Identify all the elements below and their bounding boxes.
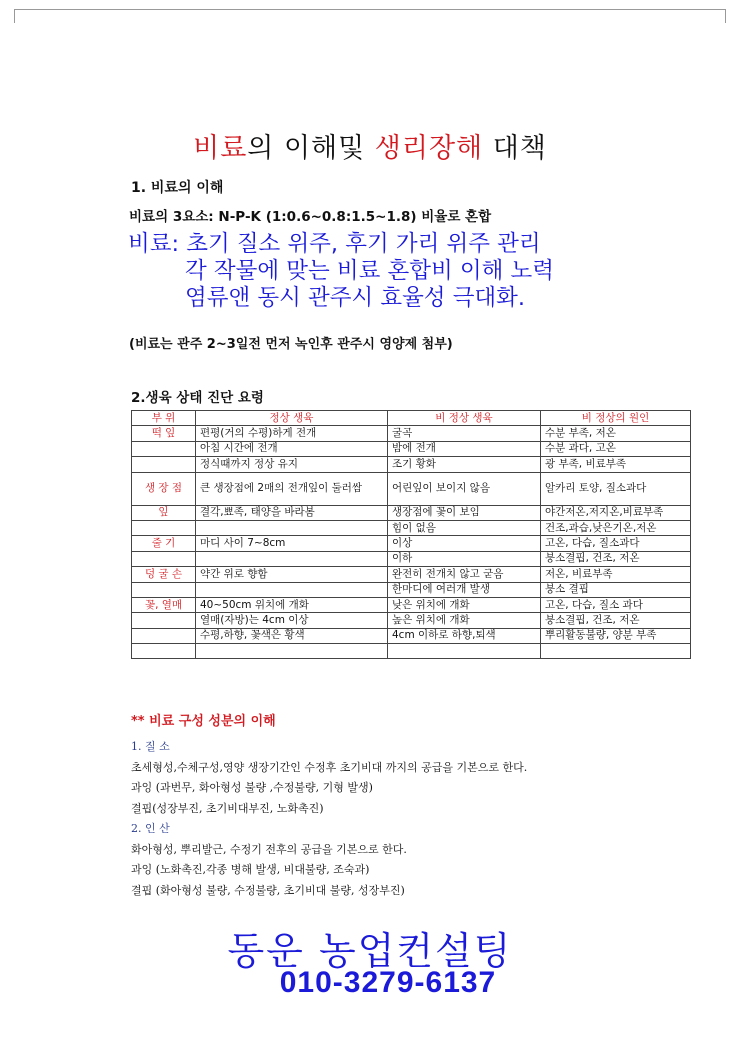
table-cell: 수분 과다, 고온 (541, 441, 691, 456)
table-cell (132, 582, 196, 597)
section1-heading: 1. 비료의 이해 (131, 180, 224, 196)
nutrient-description (131, 737, 721, 901)
table-cell: 붕소결핍, 건조, 저온 (541, 551, 691, 566)
table-cell: 어린잎이 보이지 않음 (388, 472, 541, 505)
subsection-heading-nitrogen: 1. 질 소 (131, 740, 170, 753)
table-header-row (132, 411, 691, 426)
title-part-fertilizer: 비료 (193, 133, 248, 164)
growth-diagnosis-table (131, 410, 691, 659)
table-cell (132, 628, 196, 643)
table-cell: 편평(거의 수평)하게 전개 (196, 426, 388, 441)
body-line: 초세형성,수체구성,영양 생장기간인 수정후 초기비대 까지의 공급을 기본으로 한다. (131, 760, 528, 774)
page-border-right (725, 9, 726, 23)
table-row (132, 520, 691, 535)
table-cell (388, 644, 541, 659)
table-cell: 아침 시간에 전개 (196, 441, 388, 456)
table-cell: 붕소 결핍 (541, 582, 691, 597)
table-row (132, 628, 691, 643)
column-header: 부 위 (132, 411, 196, 426)
guidance-line: 비료: 초기 질소 위주, 후기 가리 위주 관리 (128, 231, 541, 257)
table-cell: 고온, 다습, 질소과다 (541, 536, 691, 551)
table-cell: 결각,뾰족, 태양을 바라봄 (196, 505, 388, 520)
guidance-line: 각 작물에 맞는 비료 혼합비 이해 노력 (185, 258, 554, 284)
company-name: 동운 농업컨설팅 (227, 929, 513, 973)
table-row (132, 567, 691, 582)
table-cell: 꽃, 열매 (132, 597, 196, 612)
table-row (132, 426, 691, 441)
guidance-line: 염류앤 동시 관주시 효율성 극대화. (185, 285, 526, 311)
fertilizer-note: (비료는 관주 2~3일전 먼저 녹인후 관주시 영양제 첨부) (129, 337, 453, 352)
table-row (132, 441, 691, 456)
title-part-understanding: 의 이해및 (247, 133, 375, 164)
table-cell: 완전히 전개치 않고 굳음 (388, 567, 541, 582)
table-cell: 약간 위로 향함 (196, 567, 388, 582)
table-cell: 정식때까지 정상 유지 (196, 457, 388, 472)
table-cell: 수평,하향, 꽃색은 황색 (196, 628, 388, 643)
table-cell: 고온, 다습, 질소 과다 (541, 597, 691, 612)
table-cell (132, 441, 196, 456)
table-row (132, 536, 691, 551)
table-cell (196, 520, 388, 535)
page-title (0, 126, 740, 165)
table-row (132, 613, 691, 628)
body-line: 과잉 (과번무, 화아형성 불량 ,수정불량, 기형 발생) (131, 781, 373, 794)
table-cell (196, 644, 388, 659)
table-cell (132, 457, 196, 472)
table-cell: 붕소결핍, 건조, 저온 (541, 613, 691, 628)
table-cell: 이상 (388, 536, 541, 551)
body-line: 결핍(성장부진, 초기비대부진, 노화촉진) (131, 801, 324, 815)
table-cell: 떡 잎 (132, 426, 196, 441)
body-line: 과잉 (노화촉진,각종 병해 발생, 비대불량, 조숙과) (131, 863, 370, 876)
phone-number: 010-3279-6137 (279, 966, 497, 999)
table-row (132, 551, 691, 566)
column-header: 비 정상 생육 (388, 411, 541, 426)
table-cell: 건조,과습,낮은기온,저온 (541, 520, 691, 535)
table-cell (541, 644, 691, 659)
section3-heading: ** 비료 구성 성분의 이해 (131, 714, 276, 729)
column-header: 비 정상의 원인 (541, 411, 691, 426)
page-border-left (14, 9, 15, 23)
table-cell: 굴곡 (388, 426, 541, 441)
table-cell: 생장점에 꽃이 보임 (388, 505, 541, 520)
table-cell: 뿌리활동불량, 양분 부족 (541, 628, 691, 643)
table-cell: 40~50cm 위치에 개화 (196, 597, 388, 612)
table-row (132, 472, 691, 505)
table-cell (132, 551, 196, 566)
body-line: 결핍 (화아형성 불량, 수정불량, 초기비대 불량, 성장부진) (131, 883, 405, 897)
table-cell: 덩 굴 손 (132, 567, 196, 582)
table-cell: 알카리 토양, 질소과다 (541, 472, 691, 505)
column-header: 정상 생육 (196, 411, 388, 426)
table-cell (132, 520, 196, 535)
page-border-top (14, 9, 726, 10)
table-row (132, 582, 691, 597)
table-cell: 이하 (388, 551, 541, 566)
table-cell: 조기 황화 (388, 457, 541, 472)
section2-heading: 2.생육 상태 진단 요령 (131, 390, 264, 406)
table-cell: 밤에 전개 (388, 441, 541, 456)
table-row (132, 644, 691, 659)
body-line: 화아형성, 뿌리발근, 수정기 전후의 공급을 기본으로 한다. (131, 842, 407, 856)
table-cell: 줄 기 (132, 536, 196, 551)
table-cell: 높은 위치에 개화 (388, 613, 541, 628)
table-cell (132, 644, 196, 659)
table-cell: 한마디에 여러개 발생 (388, 582, 541, 597)
table-cell: 생 장 점 (132, 472, 196, 505)
npk-ratio-line: 비료의 3요소: N-P-K (1:0.6~0.8:1.5~1.8) 비율로 혼합 (129, 209, 492, 225)
table-cell: 저온, 비료부족 (541, 567, 691, 582)
subsection-heading-phosphate: 2. 인 산 (131, 822, 170, 835)
title-part-countermeasure: 대책 (483, 133, 547, 164)
table-cell (196, 551, 388, 566)
table-cell (196, 582, 388, 597)
table-cell: 4cm 이하로 하향,퇴색 (388, 628, 541, 643)
table-cell: 야간저온,저지온,비료부족 (541, 505, 691, 520)
table-cell: 낮은 위치에 개화 (388, 597, 541, 612)
table-row (132, 457, 691, 472)
title-part-physiological-disorder: 생리장해 (374, 133, 484, 164)
table-cell: 잎 (132, 505, 196, 520)
table-cell: 수분 부족, 저온 (541, 426, 691, 441)
table-cell: 큰 생장점에 2매의 전개잎이 둘러쌈 (196, 472, 388, 505)
table-cell (132, 613, 196, 628)
table-row (132, 597, 691, 612)
table-cell: 마디 사이 7~8cm (196, 536, 388, 551)
table-cell: 힘이 없음 (388, 520, 541, 535)
table-row (132, 505, 691, 520)
table-cell: 열매(자방)는 4cm 이상 (196, 613, 388, 628)
fertilizer-guidance-block (128, 231, 728, 312)
table-cell: 광 부족, 비료부족 (541, 457, 691, 472)
